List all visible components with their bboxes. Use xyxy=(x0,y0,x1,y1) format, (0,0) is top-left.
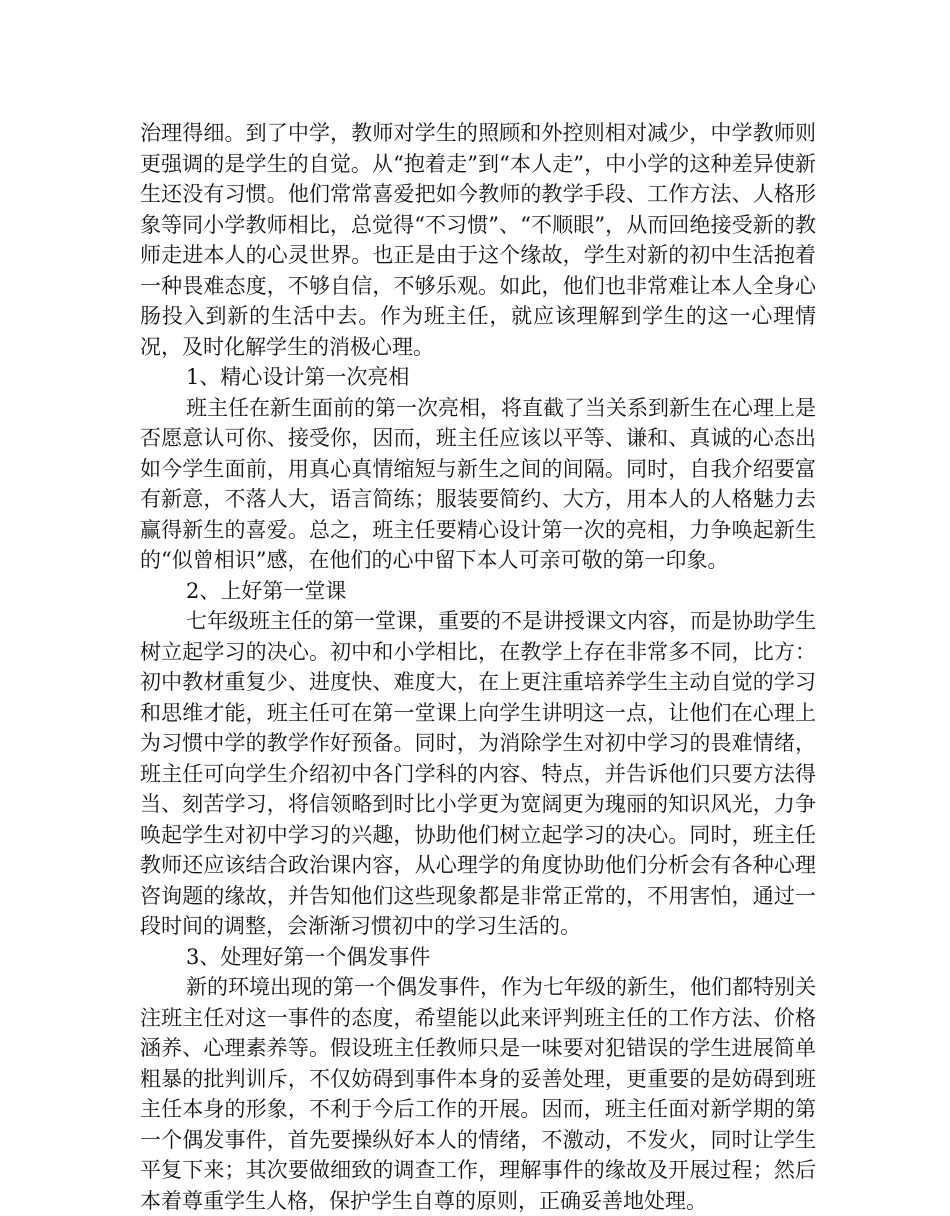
section-heading-1: 1、精心设计第一次亮相 xyxy=(186,365,410,389)
paragraph-first-class: 七年级班主任的第一堂课，重要的不是讲授课文内容，而是协助学生树立起学习的决心。初中和小学相比，在教学上存在非常多不同，比方：初中教材重复少、进度快、难度大，在上更注重培养学生主动自觉的学习和思维才能，班主任可在第一堂课上向学生讲明这一点，让他们在心理上为习惯中学的教学作好预备。同时，为消除学生对初中学习的畏难情绪，班主任可向学生介绍初中各门学科的内容、特点，并告诉他们只要方法得当、刻苦学习，将信领略到时比小学更为宽阔更为瑰丽的知识风光，力争唤起学生对初中学习的兴趣，协助他们树立起学习的决心。同时，班主任教师还应该结合政治课内容，从心理学的角度协助他们分析会有各种心理咨询题的缘故，并告知他们这些现象都是非常正常的，不用害怕，通过一段时间的调整，会渐渐习惯初中的学习生活的。 xyxy=(140,609,816,938)
section-heading-3: 3、处理好第一个偶发事件 xyxy=(186,944,431,969)
paragraph-intro: 治理得细。到了中学，教师对学生的照顾和外控则相对减少，中学教师则更强调的是学生的自觉。从“抱着走”到“本人走”，中小学的这种差异使新生还没有习惯。他们常常喜爱把如今教师的教学手段、工作方法、人格形象等同小学教师相比，总觉得“不习惯”、“不顺眼”，从而回绝接受新的教师走进本人的心灵世界。也正是由于这个缘故，学生对新的初中生活抱着一种畏难态度，不够自信，不够乐观。如此，他们也非常难让本人全身心肠投入到新的生活中去。作为班主任，就应该理解到学生的这一心理情况，及时化解学生的消极心理。 xyxy=(140,121,816,359)
section-heading-2: 2、上好第一堂课 xyxy=(186,578,347,603)
paragraph-first-appearance: 班主任在新生面前的第一次亮相，将直截了当关系到新生在心理上是否愿意认可你、接受你，因而，班主任应该以平等、谦和、真诚的心态出如今学生面前，用真心真情缩短与新生之间的间隔。同时，自我介绍要富有新意，不落人大，语言简练；服装要简约、大方，用本人的人格魅力去赢得新生的喜爱。总之，班主任要精心设计第一次的亮相，力争唤起新生的“似曾相识”感，在他们的心中留下本人可亲可敬的第一印象。 xyxy=(140,395,816,572)
paragraph-first-incident: 新的环境出现的第一个偶发事件，作为七年级的新生，他们都特别关注班主任对这一事件的态度，希望能以此来评判班主任的工作方法、价格涵养、心理素养等。假设班主任教师只是一味要对犯错误的学生进展简单粗暴的批判训斥，不仅妨碍到事件本身的妥善处理，更重要的是妨碍到班主任本身的形象，不利于今后工作的开展。因而，班主任面对新学期的第一个偶发事件，首先要操纵好本人的情绪，不激动，不发火，同时让学生平复下来；其次要做细致的调查工作，理解事件的缘故及开展过程；然后本着尊重学生人格，保护学生自尊的原则，正确妥善地处理。 xyxy=(140,975,816,1213)
document-page xyxy=(140,118,816,1216)
